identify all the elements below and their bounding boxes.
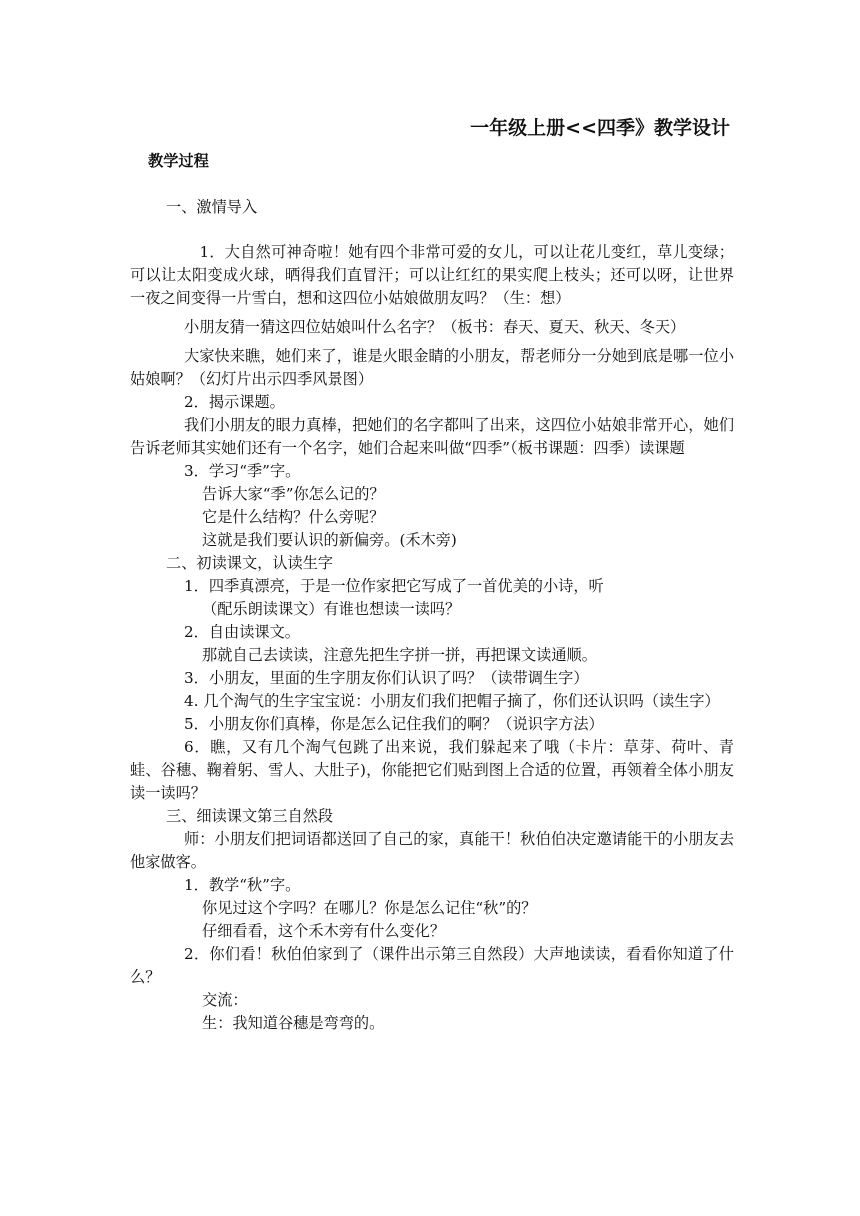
paragraph: 仔细看看，这个禾木旁有什么变化？ [202,922,445,940]
paragraph: 你见过这个字吗？在哪儿？你是怎么记住“秋”的？ [202,899,537,917]
paragraph: 6．瞧，又有几个淘气包跳了出来说，我们躲起来了哦（卡片：草芽、荷叶、青蛙、谷穗、鞠着躬、雪人、大肚子)，你能把它们贴到图上合适的位置，再领着全体小朋友读一读吗？ [130,738,734,802]
paragraph: 2．揭示课题。 [184,393,285,411]
paragraph: 1．教学“秋”字。 [184,876,301,894]
paragraph: 1．四季真漂亮，于是一位作家把它写成了一首优美的小诗，听 [184,577,604,595]
paragraph: 4. 几个淘气的生字宝宝说：小朋友们我们把帽子摘了，你们还认识吗（读生字） [184,692,720,710]
paragraph: 3．学习“季”字。 [184,462,301,480]
paragraph: 5．小朋友你们真棒，你是怎么记住我们的啊？（说识字方法） [184,715,604,733]
paragraph: 3．小朋友，里面的生字朋友你们认识了吗？（读带调生字） [184,669,589,687]
paragraph: 我们小朋友的眼力真棒，把她们的名字都叫了出来，这四位小姑娘非常开心，她们告诉老师其实她们还有一个名字，她们合起来叫做“四季”（板书课题：四季）读课题 [130,416,734,457]
section-heading: 教学过程 [148,152,209,170]
paragraph: 大家快来瞧，她们来了，谁是火眼金睛的小朋友，帮老师分一分她到底是哪一位小姑娘啊？（幻灯片出示四季风景图） [130,347,734,388]
paragraph: 交流： [202,991,248,1009]
paragraph: 师：小朋友们把词语都送回了自己的家，真能干！秋伯伯决定邀请能干的小朋友去他家做客。 [130,830,734,871]
paragraph: 2．自由读课文。 [184,623,300,641]
paragraph: 生：我知道谷穗是弯弯的。 [202,1014,385,1032]
paragraph: 小朋友猜一猜这四位姑娘叫什么名字？（板书：春天、夏天、秋天、冬天） [184,318,686,336]
document-body [130,148,734,1035]
paragraph: 2．你们看！秋伯伯家到了（课件出示第三自然段）大声地读读，看看你知道了什么？ [130,945,734,986]
section-title: 二、初读课文，认读生字 [166,554,334,572]
section-title: 一、激情导入 [166,198,258,216]
paragraph: 它是什么结构？什么旁呢？ [202,508,385,526]
paragraph: 告诉大家“季”你怎么记的？ [202,485,385,503]
paragraph: 那就自己去读读，注意先把生字拼一拼，再把课文读通顺。 [202,646,597,664]
document-title: 一年级上册<<四季》教学设计 [470,117,730,139]
paragraph: （配乐朗读课文）有谁也想读一读吗？ [202,600,461,618]
paragraph: 1．大自然可神奇啦！她有四个非常可爱的女儿，可以让花儿变红，草儿变绿；可以让太阳变成火球，晒得我们直冒汗；可以让红红的果实爬上枝头；还可以呀，让世界一夜之间变得一片雪白，想和这四位小姑娘做朋友吗？（生：想） [130,243,734,307]
section-title: 三、细读课文第三自然段 [166,807,334,825]
paragraph: 这就是我们要认识的新偏旁。(禾木旁) [202,531,457,549]
